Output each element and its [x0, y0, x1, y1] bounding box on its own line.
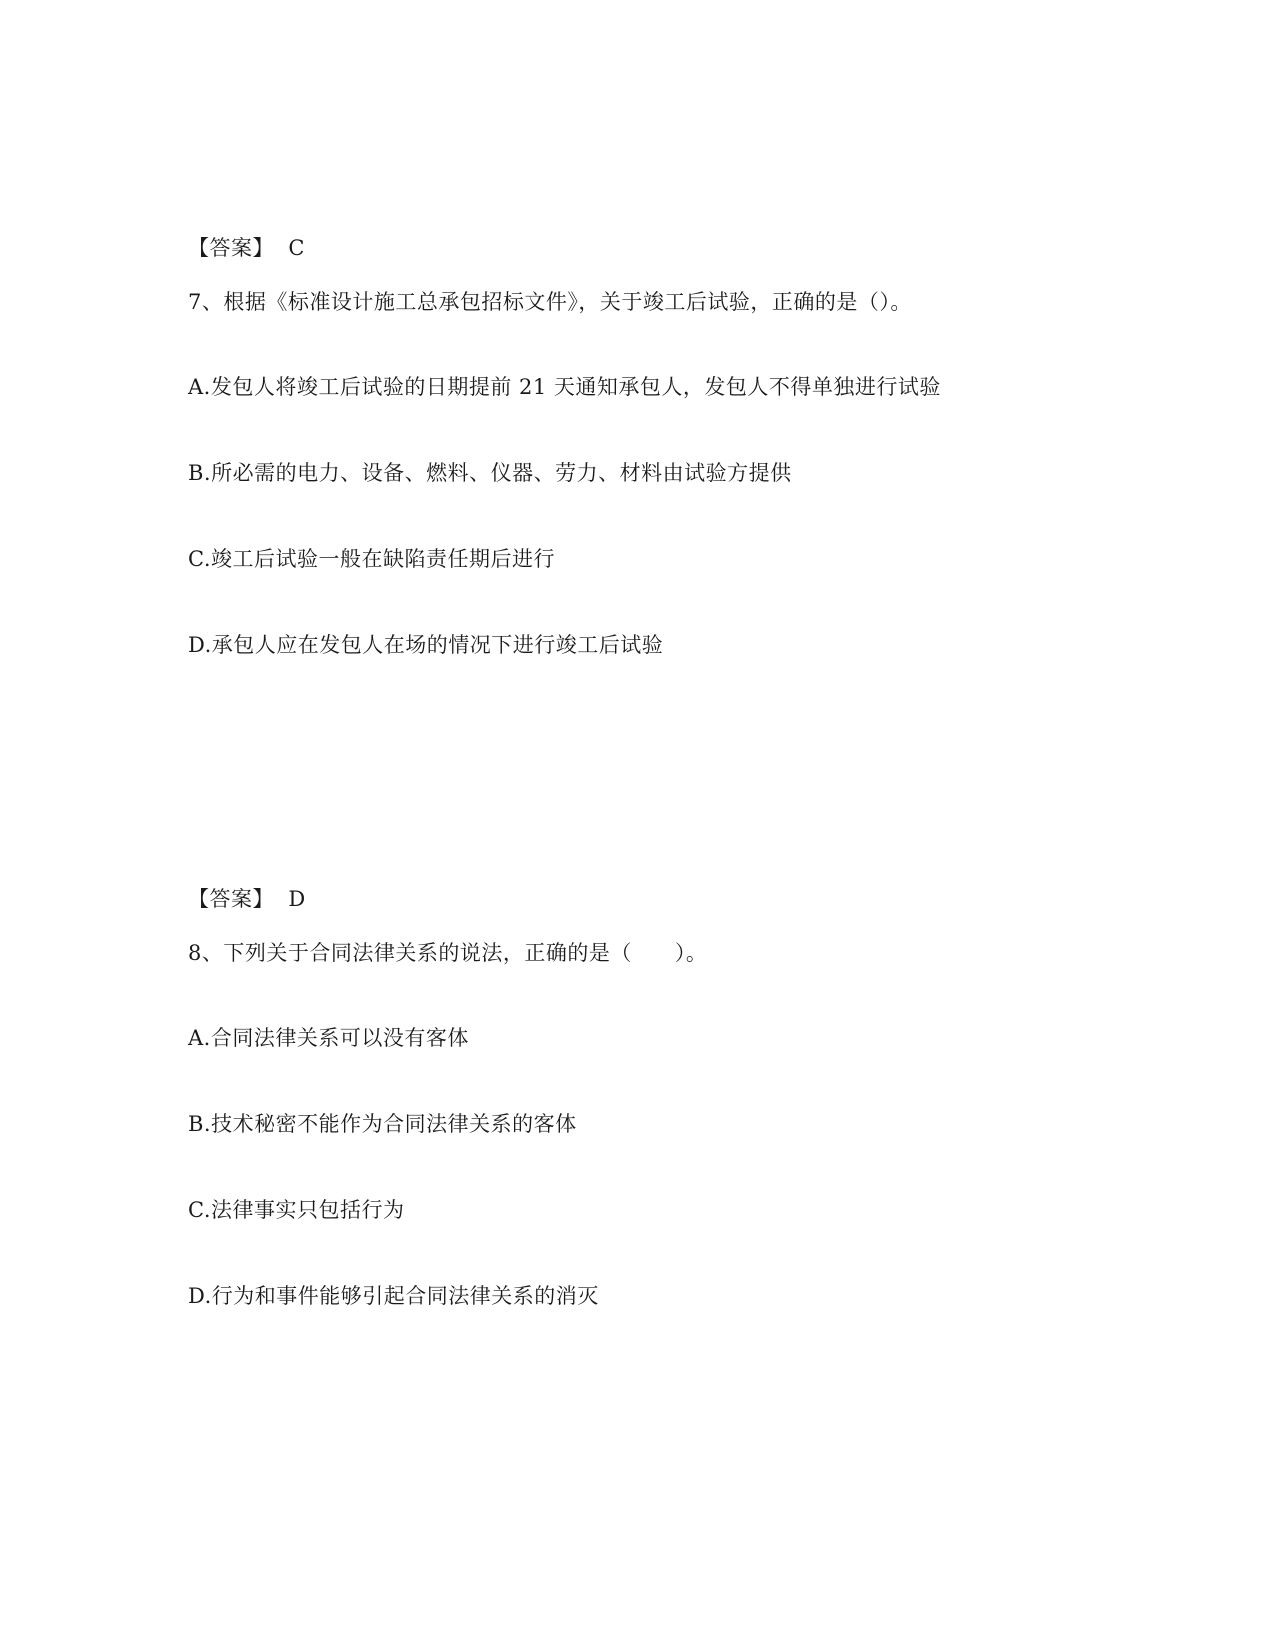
option-a: A.合同法律关系可以没有客体 — [188, 1026, 469, 1050]
option-b: B.所必需的电力、设备、燃料、仪器、劳力、材料由试验方提供 — [188, 461, 792, 485]
question-text: 7、根据《标准设计施工总承包招标文件》，关于竣工后试验，正确的是（）。 — [188, 290, 912, 314]
option-b: B.技术秘密不能作为合同法律关系的客体 — [188, 1112, 577, 1136]
option-c: C.法律事实只包括行为 — [188, 1198, 405, 1222]
option-d: D.承包人应在发包人在场的情况下进行竣工后试验 — [188, 633, 664, 657]
option-d: D.行为和事件能够引起合同法律关系的消灭 — [188, 1284, 599, 1308]
option-c: C.竣工后试验一般在缺陷责任期后进行 — [188, 547, 555, 571]
question-text: 8、下列关于合同法律关系的说法，正确的是（ ）。 — [188, 941, 708, 965]
option-a: A.发包人将竣工后试验的日期提前 21 天通知承包人，发包人不得单独进行试验 — [188, 375, 941, 399]
answer-label: 【答案】 C — [188, 236, 305, 260]
answer-label: 【答案】 D — [188, 887, 306, 911]
